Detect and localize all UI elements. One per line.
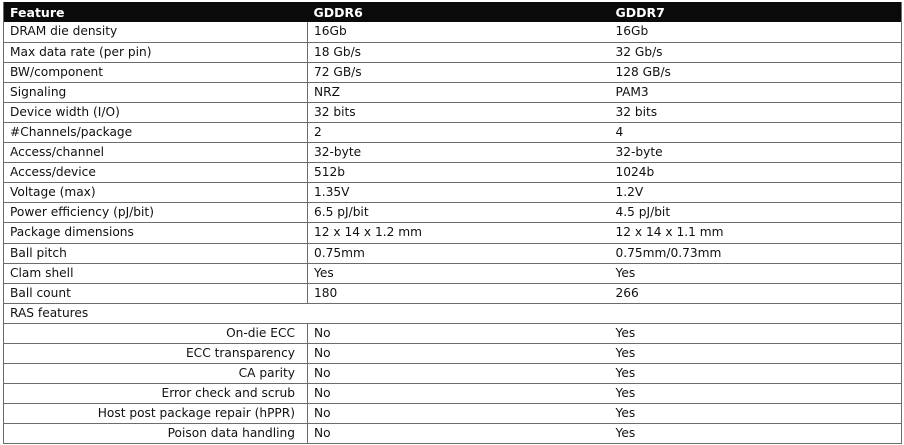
gddr6-cell: 2	[308, 122, 610, 142]
gddr6-cell: 180	[308, 283, 610, 303]
feature-cell: DRAM die density	[4, 22, 308, 42]
feature-cell: Ball count	[4, 283, 308, 303]
gddr6-cell: 16Gb	[308, 22, 610, 42]
table-row	[4, 243, 902, 263]
ras-feature-row	[4, 424, 902, 444]
group-label: RAS features	[4, 303, 902, 323]
header-gddr6: GDDR6	[313, 4, 363, 20]
feature-cell: Package dimensions	[4, 223, 308, 243]
feature-cell: Signaling	[4, 82, 308, 102]
gddr7-cell: Yes	[610, 364, 902, 384]
ras-feature-cell: ECC transparency	[4, 344, 308, 364]
gddr7-cell: 1.2V	[610, 183, 902, 203]
ras-feature-row	[4, 344, 902, 364]
gddr7-cell: Yes	[610, 404, 902, 424]
gddr7-cell: Yes	[610, 424, 902, 444]
gddr7-cell: 12 x 14 x 1.1 mm	[610, 223, 902, 243]
header-row	[4, 2, 902, 22]
table-row	[4, 263, 902, 283]
gddr6-cell: 18 Gb/s	[308, 42, 610, 62]
gddr6-cell: No	[308, 364, 610, 384]
ras-feature-cell: CA parity	[4, 364, 308, 384]
table-row	[4, 203, 902, 223]
feature-cell: Ball pitch	[4, 243, 308, 263]
gddr7-cell: 4	[610, 122, 902, 142]
header-feature: Feature	[10, 4, 65, 20]
gddr6-cell: No	[308, 344, 610, 364]
table-row	[4, 122, 902, 142]
gddr6-cell: 72 GB/s	[308, 62, 610, 82]
table-body	[4, 22, 902, 444]
gddr6-cell: 12 x 14 x 1.2 mm	[308, 223, 610, 243]
gddr6-cell: 6.5 pJ/bit	[308, 203, 610, 223]
table-row	[4, 143, 902, 163]
table-row	[4, 102, 902, 122]
table-row	[4, 163, 902, 183]
gddr7-cell: Yes	[610, 344, 902, 364]
ras-feature-row	[4, 364, 902, 384]
feature-cell: Access/channel	[4, 143, 308, 163]
ras-feature-row	[4, 323, 902, 343]
gddr6-cell: No	[308, 323, 610, 343]
gddr7-cell: PAM3	[610, 82, 902, 102]
feature-cell: Voltage (max)	[4, 183, 308, 203]
feature-cell: Clam shell	[4, 263, 308, 283]
table-row	[4, 283, 902, 303]
gddr7-cell: 0.75mm/0.73mm	[610, 243, 902, 263]
table-row	[4, 42, 902, 62]
gddr7-cell: 4.5 pJ/bit	[610, 203, 902, 223]
ras-features-group-row	[4, 303, 902, 323]
header-gddr7: GDDR7	[615, 4, 665, 20]
table-row	[4, 223, 902, 243]
gddr7-cell: 266	[610, 283, 902, 303]
table-header	[4, 2, 902, 22]
gddr-comparison-table	[3, 2, 902, 444]
gddr7-cell: 128 GB/s	[610, 62, 902, 82]
feature-cell: Device width (I/O)	[4, 102, 308, 122]
ras-feature-row	[4, 384, 902, 404]
table-row	[4, 22, 902, 42]
feature-cell: Access/device	[4, 163, 308, 183]
gddr6-cell: NRZ	[308, 82, 610, 102]
ras-feature-cell: Poison data handling	[4, 424, 308, 444]
feature-cell: Power efficiency (pJ/bit)	[4, 203, 308, 223]
gddr7-cell: 32 Gb/s	[610, 42, 902, 62]
gddr7-cell: 16Gb	[610, 22, 902, 42]
gddr6-cell: 1.35V	[308, 183, 610, 203]
ras-feature-cell: Error check and scrub	[4, 384, 308, 404]
gddr7-cell: 32-byte	[610, 143, 902, 163]
gddr6-cell: 0.75mm	[308, 243, 610, 263]
gddr7-cell: 32 bits	[610, 102, 902, 122]
ras-feature-cell: On-die ECC	[4, 323, 308, 343]
gddr6-cell: No	[308, 404, 610, 424]
gddr6-cell: 32-byte	[308, 143, 610, 163]
feature-cell: #Channels/package	[4, 122, 308, 142]
gddr7-cell: Yes	[610, 384, 902, 404]
gddr6-cell: Yes	[308, 263, 610, 283]
table-row	[4, 82, 902, 102]
gddr7-cell: Yes	[610, 323, 902, 343]
ras-feature-row	[4, 404, 902, 424]
gddr6-cell: 512b	[308, 163, 610, 183]
gddr7-cell: Yes	[610, 263, 902, 283]
gddr6-cell: No	[308, 424, 610, 444]
feature-cell: BW/component	[4, 62, 308, 82]
ras-feature-cell: Host post package repair (hPPR)	[4, 404, 308, 424]
gddr6-cell: No	[308, 384, 610, 404]
table-row	[4, 183, 902, 203]
table-row	[4, 62, 902, 82]
gddr6-cell: 32 bits	[308, 102, 610, 122]
feature-cell: Max data rate (per pin)	[4, 42, 308, 62]
gddr7-cell: 1024b	[610, 163, 902, 183]
